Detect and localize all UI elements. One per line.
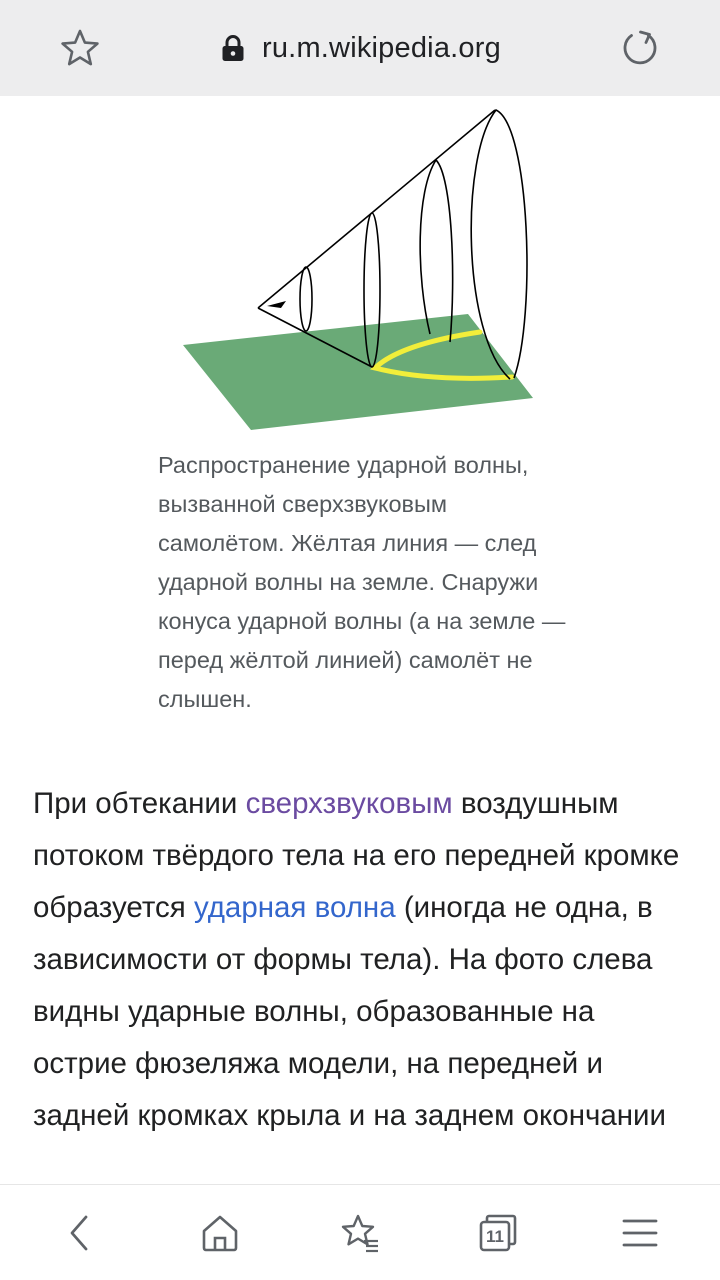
tab-count: 11 [486, 1227, 504, 1246]
tabs-icon[interactable] [476, 1211, 520, 1255]
link-supersonic[interactable]: сверхзвуковым [245, 787, 453, 820]
article-paragraph [33, 778, 693, 1142]
browser-address-bar [0, 0, 720, 96]
url-field[interactable] [220, 28, 501, 68]
aircraft [267, 301, 286, 308]
figure-caption: Распространение ударной волны, вызванной сверхзвуковым самолётом. Жёлтая линия — след ударной волны на земле. Снаружи конуса ударной волны (а на земле — перед жёлтой линией) самолёт не слышен. [158, 452, 566, 712]
article-content [0, 96, 720, 1184]
shock-cone-figure[interactable] [150, 96, 570, 440]
back-icon[interactable] [58, 1211, 102, 1255]
url-text: ru.m.wikipedia.org [262, 31, 501, 64]
home-icon[interactable] [198, 1211, 242, 1255]
paragraph-text-2: воздушным потоком твёрдого тела на его передней кромке образуется [33, 787, 680, 924]
lock-icon [220, 34, 246, 62]
menu-icon[interactable] [618, 1211, 662, 1255]
bookmarks-icon[interactable] [338, 1211, 382, 1255]
link-shock-wave[interactable]: ударная волна [193, 891, 396, 924]
reload-icon[interactable] [618, 26, 662, 70]
star-icon[interactable] [58, 26, 102, 70]
browser-bottom-bar [0, 1184, 720, 1280]
paragraph-text-1: При обтекании [33, 787, 246, 820]
paragraph-text-3: (иногда не одна, в зависимости от формы тела). На фото слева видны ударные волны, образованные на острие фюзеляжа модели, на передней и задней кромках крыла и на заднем окончании [33, 891, 667, 1132]
